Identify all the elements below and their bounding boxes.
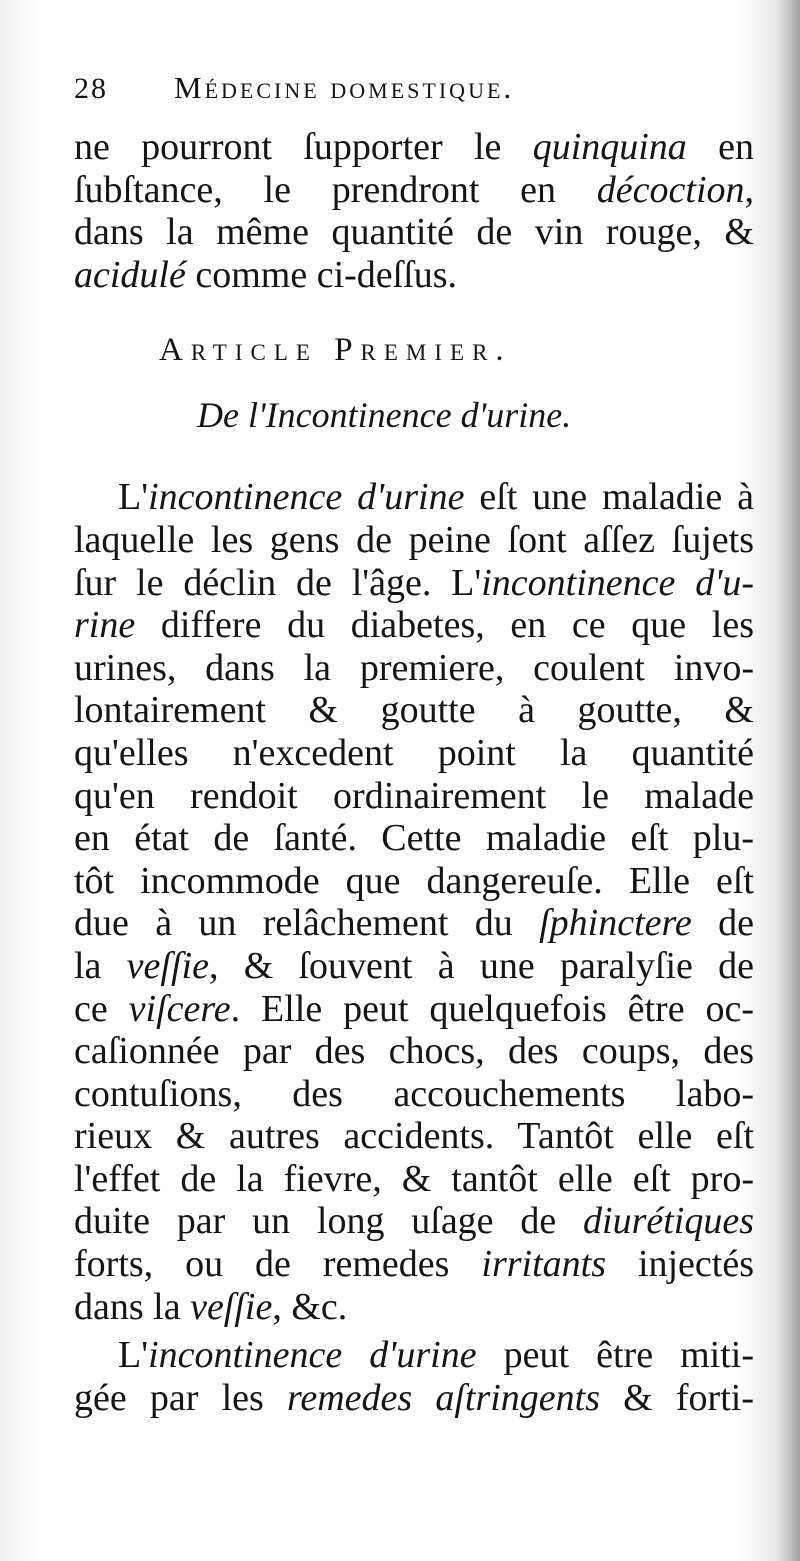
- text-line: ce viſcere. Elle peut quelquefois être oc-: [74, 987, 754, 1030]
- text-line: lontairement & goutte à goutte, &: [74, 689, 754, 732]
- text-line: forts, ou de remedes irritants injectés: [74, 1243, 755, 1286]
- text-line: dans la veſſie, &c.: [74, 1285, 348, 1328]
- text-line: rine differe du diabetes, en ce que les: [74, 604, 754, 647]
- text-line: la veſſie, & ſouvent à une paralyſie de: [74, 944, 754, 987]
- text-line: l'effet de la fievre, & tantôt elle eſt pro-: [74, 1157, 754, 1200]
- text-line: acidulé comme ci-deſſus.: [74, 253, 458, 296]
- text-line: caſionnée par des chocs, des coups, des: [74, 1030, 754, 1073]
- text-line: laquelle les gens de peine ſont aſſez ſujets: [74, 518, 754, 561]
- text-line: gée par les remedes aſtringents & forti-: [74, 1376, 754, 1419]
- text-line: ne pourront ſupporter le quinquina en: [74, 126, 754, 168]
- text-line: L'incontinence d'urine peut être miti-: [118, 1334, 754, 1377]
- text-line: qu'elles n'excedent point la quantité: [74, 731, 754, 774]
- running-head: Médecine domestique.: [174, 70, 515, 105]
- paragraph-1: [74, 476, 754, 1328]
- page-number: 28: [74, 72, 108, 105]
- text-line: duite par un long uſage de diurétiques: [74, 1200, 754, 1243]
- text-line: contuſions, des accouchements labo-: [74, 1072, 754, 1115]
- page-header: [74, 70, 754, 126]
- text-line: qu'en rendoit ordinairement le malade: [74, 774, 754, 817]
- text-line: ſur le déclin de l'âge. L'incontinence d'u-: [74, 561, 755, 604]
- text-line: dans la même quantité de vin rouge, &: [74, 211, 754, 254]
- text-line: rieux & autres accidents. Tantôt elle eſt: [74, 1115, 754, 1158]
- text-line: ſubſtance, le prendront en décoction,: [74, 168, 754, 211]
- page-edge-shadow: [778, 0, 800, 1561]
- text-line: en état de ſanté. Cette maladie eſt plu-: [74, 817, 754, 860]
- article-heading: Article Premier.: [159, 332, 512, 369]
- text-line: tôt incommode que dangereuſe. Elle eſt: [74, 859, 754, 902]
- paragraph-2: [74, 1334, 754, 1419]
- text-line: L'incontinence d'urine eſt une maladie à: [118, 476, 754, 519]
- text-line: due à un relâchement du ſphinctere de: [74, 902, 754, 945]
- section-subheading: De l'Incontinence d'urine.: [197, 395, 572, 436]
- text-line: urines, dans la premiere, coulent invo-: [74, 646, 754, 689]
- page-content: [74, 70, 754, 1419]
